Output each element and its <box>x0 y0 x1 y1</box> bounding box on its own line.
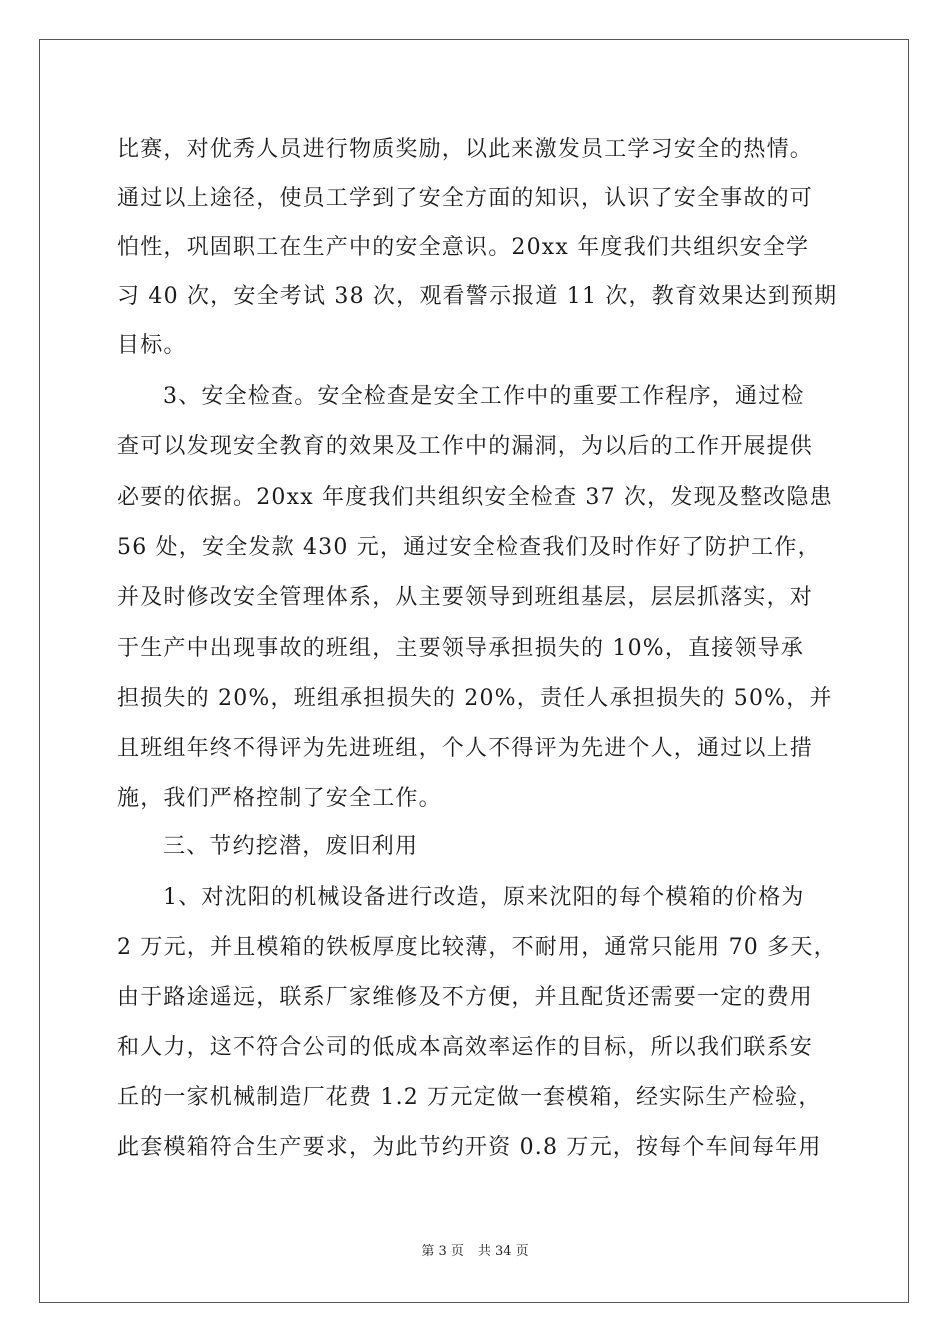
text-line: 目标。 <box>117 333 187 358</box>
text-line: 于生产中出现事故的班组，主要领导承担损失的 10%，直接领导承 <box>117 636 805 661</box>
page-border <box>39 39 909 1303</box>
text-line: 并及时修改安全管理体系，从主要领导到班组基层，层层抓落实，对 <box>117 585 814 610</box>
paragraph-start-line: 1、对沈阳的机械设备进行改造，原来沈阳的每个模箱的价格为 <box>163 885 805 910</box>
text-line: 查可以发现安全教育的效果及工作中的漏洞，为以后的工作开展提供 <box>117 434 814 459</box>
text-line: 怕性，巩固职工在生产中的安全意识。20xx 年度我们共组织安全学 <box>117 235 810 260</box>
paragraph-start-line: 3、安全检查。安全检查是安全工作中的重要工作程序，通过检 <box>163 384 805 409</box>
text-line: 此套模箱符合生产要求，为此节约开资 0.8 万元，按每个车间每年用 <box>117 1135 822 1160</box>
page-number: 第 3 页 <box>421 1244 464 1259</box>
text-line: 必要的依据。20xx 年度我们共组织安全检查 37 次，发现及整改隐患 <box>117 485 833 510</box>
text-line: 比赛，对优秀人员进行物质奖励，以此来激发员工学习安全的热情。 <box>117 137 814 162</box>
text-line: 2 万元，并且模箱的铁板厚度比较薄，不耐用，通常只能用 70 多天， <box>117 935 837 960</box>
text-line: 习 40 次，安全考试 38 次，观看警示报道 11 次，教育效果达到预期 <box>117 284 838 309</box>
text-line: 丘的一家机械制造厂花费 1.2 万元定做一套模箱，经实际生产检验， <box>117 1085 822 1110</box>
page-footer <box>0 1243 950 1261</box>
text-line: 56 处，安全发款 430 元，通过安全检查我们及时作好了防护工作， <box>117 535 821 560</box>
text-line: 通过以上途径，使员工学到了安全方面的知识，认识了安全事故的可 <box>117 186 814 211</box>
text-line: 和人力，这不符合公司的低成本高效率运作的目标，所以我们联系安 <box>117 1035 814 1060</box>
text-line: 施，我们严格控制了安全工作。 <box>117 786 442 811</box>
total-pages: 共 34 页 <box>477 1244 529 1259</box>
text-line: 由于路途遥远，联系厂家维修及不方便，并且配货还需要一定的费用 <box>117 985 814 1010</box>
text-line: 担损失的 20%，班组承担损失的 20%，责任人承担损失的 50%，并 <box>117 686 833 711</box>
text-line: 且班组年终不得评为先进班组，个人不得评为先进个人，通过以上措 <box>117 736 814 761</box>
section-heading: 三、节约挖潜，废旧利用 <box>163 834 419 859</box>
